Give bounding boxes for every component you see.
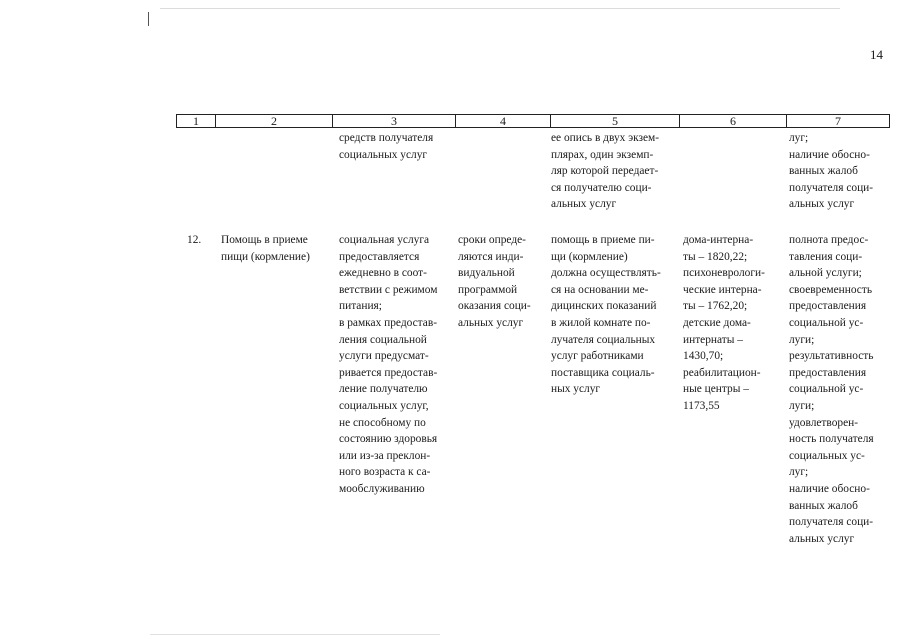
service-name: Помощь в приеме пищи (кормление) xyxy=(221,234,310,263)
continuation-col3: средств получателя социальных услуг xyxy=(339,132,434,161)
scan-artifact-corner xyxy=(148,12,149,26)
header-cell-4: 4 xyxy=(500,114,506,128)
row-number: 12. xyxy=(187,234,202,246)
page-number: 14 xyxy=(870,47,883,62)
header-cell-6: 6 xyxy=(730,114,736,128)
header-cell-1: 1 xyxy=(193,114,199,128)
header-cell-2: 2 xyxy=(271,114,277,128)
service-terms: сроки опреде- ляются инди- видуальной программой оказания соци- альных услуг xyxy=(458,234,531,329)
scan-artifact-top xyxy=(160,8,840,9)
service-description: социальная услуга предоставляется ежедневно в соот- ветствии с режимом питания; в рамках предостав- ления социальной услуги предусмат- ривается предостав- ление получателю социальных услуг, не способному по состоянию здоровья или из-за преклон- ного возраста к са- мообслуживанию xyxy=(339,234,438,495)
continuation-col7: луг; наличие обосно- ванных жалоб получателя соци- альных услуг xyxy=(789,132,874,211)
service-tariffs: дома-интерна- ты – 1820,22; психоневрологи- ческие интерна- ты – 1762,20; детские дома- интернаты – 1430,70; реабилитацион- ные центры – 1173,55 xyxy=(683,234,765,412)
quality-indicators: полнота предос- тавления соци- альной услуги; своевременность предоставления социальной ус- луги; результативность предоставления социальной ус- луги; удовлетворен- ность получателя социальных ус- луг; наличие обосно- ванных жалоб получателя соци- альных услуг xyxy=(789,234,874,545)
header-cell-5: 5 xyxy=(612,114,618,128)
scan-artifact-bottom xyxy=(150,634,440,635)
table-header-row xyxy=(176,114,890,128)
header-cell-3: 3 xyxy=(391,114,397,128)
continuation-col5: ее опись в двух экзем- плярах, один экземп- ляр которой передает- ся получателю соци- альных услуг xyxy=(551,132,660,211)
service-standard: помощь в приеме пи- щи (кормление) должна осуществлять- ся на основании ме- дицинских показаний в жилой комнате по- лучателя социальных услуг работниками поставщика социаль- ных услуг xyxy=(551,234,661,396)
header-cell-7: 7 xyxy=(835,114,841,128)
